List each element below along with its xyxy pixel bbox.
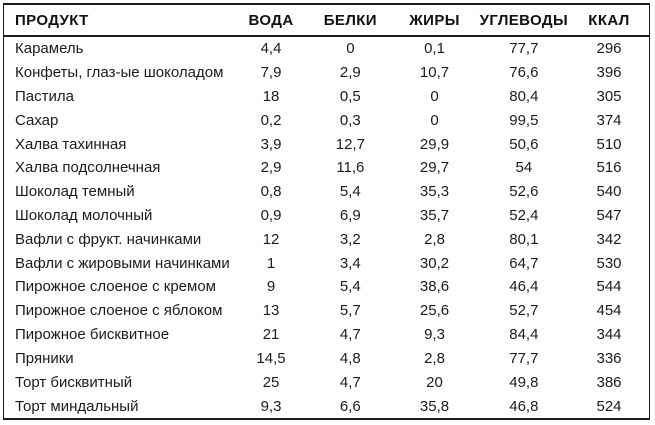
water-value-cell: 0,2 — [260, 111, 282, 129]
fats-value-cell: 10,7 — [419, 64, 450, 82]
carbs-value-cell: 99,5 — [509, 111, 539, 129]
product-name-cell: Торт бисквитный — [15, 373, 133, 391]
product-name-cell: Шоколад темный — [15, 183, 135, 201]
water-value-cell: 4,4 — [260, 40, 282, 58]
proteins-value-cell: 6,6 — [339, 397, 361, 415]
water-value-cell: 3,9 — [260, 135, 282, 153]
product-name-cell: Пирожное слоеное с кремом — [15, 278, 216, 296]
water-value-cell: 13 — [262, 302, 280, 320]
kcal-value-cell: 524 — [596, 397, 622, 415]
kcal-value-cell: 336 — [596, 349, 622, 367]
kcal-value-cell: 540 — [596, 183, 622, 201]
table-row — [4, 370, 649, 394]
proteins-value-cell: 5,7 — [339, 302, 361, 320]
product-name-cell: Пирожное бисквитное — [15, 326, 170, 343]
kcal-value-cell: 374 — [596, 111, 622, 129]
product-name-cell: Халва подсолнечная — [15, 159, 161, 177]
carbs-value-cell: 76,6 — [509, 64, 539, 82]
carbs-value-cell: 77,7 — [509, 40, 539, 58]
proteins-value-cell: 5,4 — [339, 183, 361, 201]
table-body — [4, 36, 649, 418]
kcal-value-cell: 544 — [596, 278, 622, 296]
carbs-value-cell: 64,7 — [509, 254, 539, 272]
table-row — [4, 180, 649, 204]
product-name-cell: Халва тахинная — [15, 135, 127, 153]
fats-value-cell: 30,2 — [419, 254, 450, 272]
carbs-value-cell: 52,6 — [509, 183, 539, 201]
kcal-value-cell: 344 — [596, 326, 622, 343]
table-row — [4, 323, 649, 347]
kcal-value-cell: 396 — [596, 64, 622, 82]
carbs-value-cell: 77,7 — [509, 349, 539, 367]
nutrition-table — [4, 5, 649, 418]
fats-value-cell: 29,7 — [419, 159, 450, 177]
proteins-value-cell: 3,2 — [339, 230, 361, 248]
kcal-value-cell: 516 — [596, 159, 622, 177]
table-row — [4, 299, 649, 323]
water-value-cell: 2,9 — [260, 159, 282, 177]
fats-value-cell: 38,6 — [419, 278, 450, 296]
carbs-value-cell: 46,8 — [509, 397, 539, 415]
proteins-value-cell: 4,7 — [339, 373, 361, 391]
carbs-value-cell: 49,8 — [509, 373, 539, 391]
header-cell-water: ВОДА — [232, 5, 311, 36]
water-value-cell: 21 — [262, 326, 280, 343]
header-cell-fats: ЖИРЫ — [390, 5, 478, 36]
product-name-cell: Шоколад молочный — [15, 207, 153, 225]
proteins-value-cell: 12,7 — [335, 135, 365, 153]
kcal-value-cell: 342 — [596, 230, 622, 248]
fats-value-cell: 0 — [430, 88, 439, 106]
proteins-value-cell: 2,9 — [339, 64, 361, 82]
water-value-cell: 7,9 — [260, 64, 282, 82]
carbs-value-cell: 52,7 — [509, 302, 539, 320]
carbs-value-cell: 84,4 — [509, 326, 539, 343]
fats-value-cell: 0,1 — [424, 40, 445, 58]
carbs-value-cell: 52,4 — [509, 207, 539, 225]
table-row — [4, 346, 649, 370]
kcal-value-cell: 530 — [596, 254, 622, 272]
fats-value-cell: 20 — [426, 373, 443, 391]
table-row — [4, 204, 649, 228]
proteins-value-cell: 4,7 — [339, 326, 361, 343]
water-value-cell: 1 — [266, 254, 276, 272]
table-row — [4, 108, 649, 132]
table-header — [4, 5, 649, 36]
proteins-value-cell: 0 — [346, 40, 355, 58]
fats-value-cell: 29,9 — [419, 135, 450, 153]
water-value-cell: 14,5 — [256, 349, 286, 367]
product-name-cell: Сахар — [15, 111, 59, 129]
fats-value-cell: 25,6 — [419, 302, 450, 320]
product-name-cell: Пирожное слоеное с яблоком — [15, 302, 223, 320]
carbs-value-cell: 50,6 — [509, 135, 539, 153]
fats-value-cell: 2,8 — [424, 230, 445, 248]
carbs-value-cell: 54 — [515, 159, 533, 177]
header-cell-carbs: УГЛЕВОДЫ — [479, 5, 569, 36]
header-row — [4, 5, 649, 36]
kcal-value-cell: 296 — [596, 40, 622, 58]
kcal-value-cell: 510 — [596, 135, 622, 153]
proteins-value-cell: 3,4 — [339, 254, 361, 272]
table-row — [4, 251, 649, 275]
fats-value-cell: 9,3 — [424, 326, 445, 343]
nutrition-table-frame — [3, 3, 650, 420]
header-cell-product: ПРОДУКТ — [4, 5, 232, 36]
kcal-value-cell: 386 — [596, 373, 622, 391]
proteins-value-cell: 11,6 — [336, 159, 365, 177]
header-cell-kcal: ККАЛ — [569, 5, 649, 36]
table-row — [4, 156, 649, 180]
table-row — [4, 61, 649, 85]
product-name-cell: Пастила — [15, 88, 74, 106]
water-value-cell: 18 — [262, 88, 280, 106]
product-name-cell: Вафли с фрукт. начинками — [15, 230, 202, 248]
product-name-cell: Конфеты, глаз-ые шоколадом — [15, 64, 224, 82]
fats-value-cell: 35,3 — [419, 183, 450, 201]
fats-value-cell: 0 — [430, 111, 439, 129]
product-name-cell: Пряники — [15, 349, 74, 367]
proteins-value-cell: 6,9 — [339, 207, 361, 225]
table-row — [4, 132, 649, 156]
water-value-cell: 0,8 — [260, 183, 282, 201]
table-row — [4, 227, 649, 251]
fats-value-cell: 35,7 — [419, 207, 450, 225]
proteins-value-cell: 5,4 — [339, 278, 361, 296]
product-name-cell: Карамель — [15, 40, 84, 58]
carbs-value-cell: 46,4 — [509, 278, 539, 296]
proteins-value-cell: 4,8 — [339, 349, 361, 367]
product-name-cell: Вафли с жировыми начинками — [15, 254, 230, 272]
carbs-value-cell: 80,4 — [509, 88, 539, 106]
water-value-cell: 12 — [262, 230, 280, 248]
water-value-cell: 9,3 — [260, 397, 282, 415]
header-cell-proteins: БЕЛКИ — [310, 5, 390, 36]
table-row — [4, 36, 649, 61]
proteins-value-cell: 0,3 — [339, 111, 361, 129]
table-row — [4, 394, 649, 418]
proteins-value-cell: 0,5 — [339, 88, 361, 106]
kcal-value-cell: 305 — [596, 88, 622, 106]
water-value-cell: 25 — [262, 373, 280, 391]
kcal-value-cell: 547 — [596, 207, 622, 225]
kcal-value-cell: 454 — [596, 302, 622, 320]
fats-value-cell: 2,8 — [424, 349, 445, 367]
water-value-cell: 9 — [266, 278, 276, 296]
fats-value-cell: 35,8 — [419, 397, 450, 415]
water-value-cell: 0,9 — [260, 207, 282, 225]
table-row — [4, 275, 649, 299]
table-row — [4, 85, 649, 109]
product-name-cell: Торт миндальный — [15, 397, 139, 415]
carbs-value-cell: 80,1 — [509, 230, 539, 248]
